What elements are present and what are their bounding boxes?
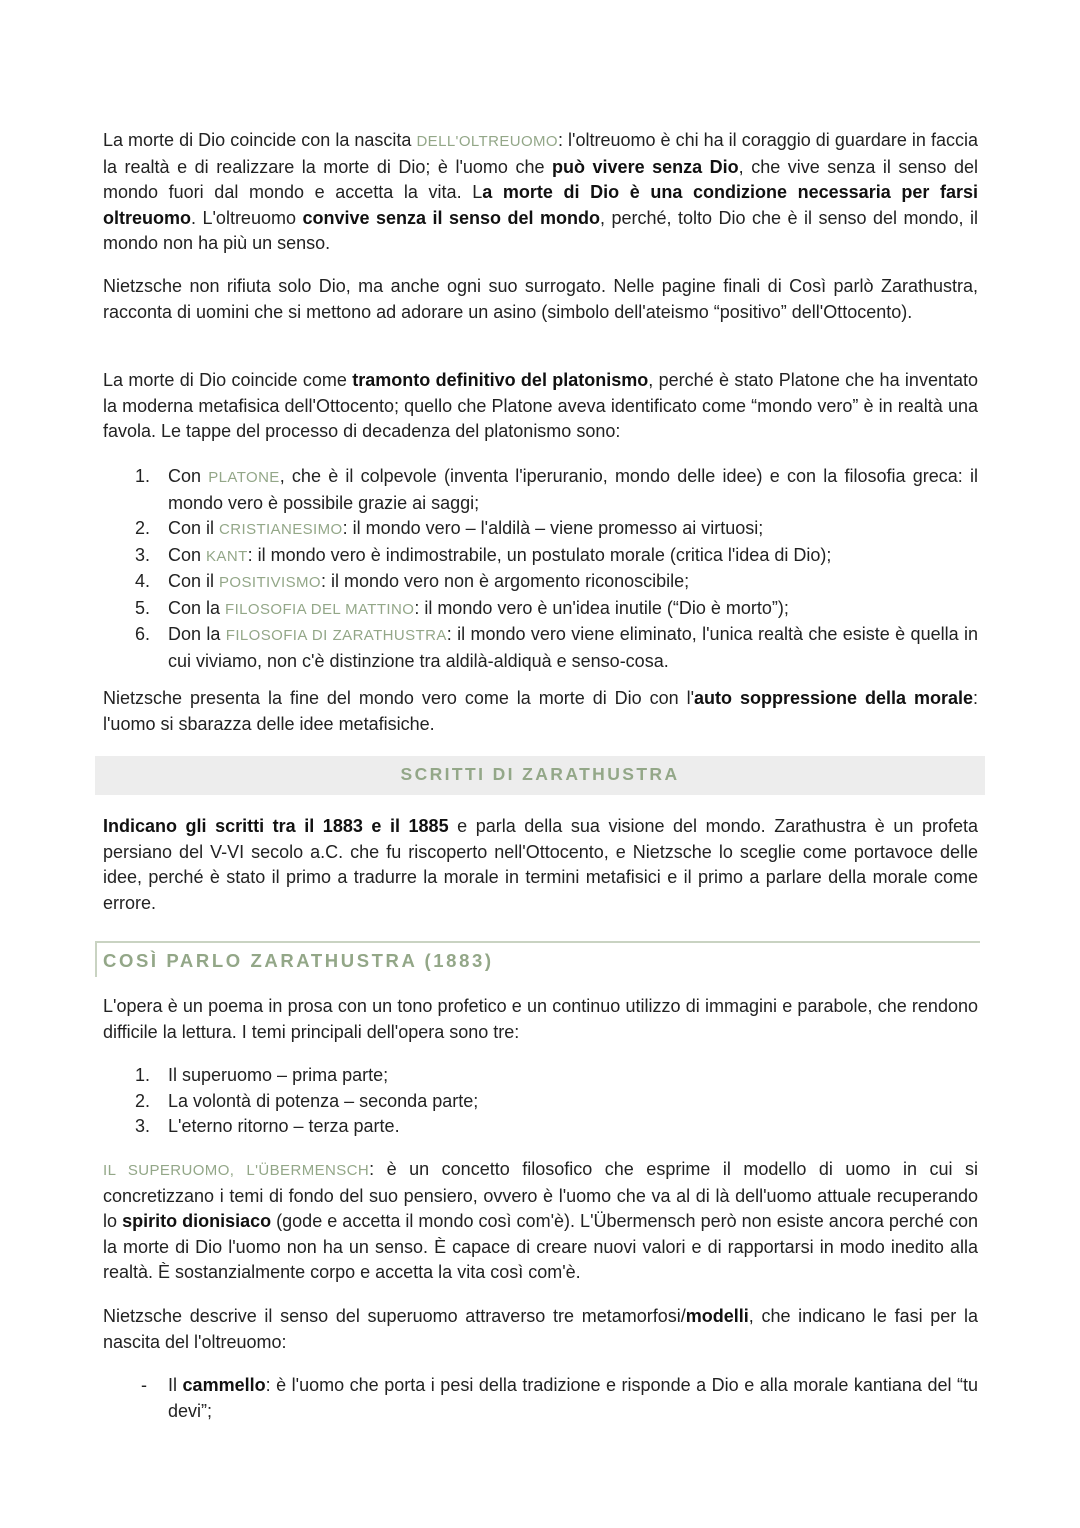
metamorphoses-list: [103, 1373, 978, 1424]
paragraph-opera: L'opera è un poema in prosa con un tono profetico e un continuo utilizzo di immagini e parabole, che rendono difficile la lettura. I temi principali dell'opera sono tre:: [103, 996, 978, 1042]
list-item: - Il cammello: è l'uomo che porta i pesi della tradizione e risponde a Dio e alla morale kantiana del “tu devi”;: [141, 1375, 978, 1421]
paragraph-auto-soppressione: Nietzsche presenta la fine del mondo vero come la morte di Dio con l'auto soppressione della morale: l'uomo si sbarazza delle idee metafisiche.: [103, 688, 978, 734]
themes-list: [103, 1063, 978, 1140]
highlight-term: DELL'OLTREUOMO: [416, 133, 558, 150]
list-item: 2. La volontà di potenza – seconda parte;: [135, 1090, 479, 1111]
paragraph-scritti: Indicano gli scritti tra il 1883 e il 1885 e parla della sua visione del mondo. Zarathustra è un profeta persiano del V-VI secolo a.C. che fu riscoperto nell'Ottocento, e Nietzsche lo sceglie come portavoce delle idee, perché è stato il primo a tradurre la morale in termini metafisici e il primo a parlare della morale come errore.: [103, 816, 978, 913]
section-title-cosi-parlo: COSÌ PARLO ZARATHUSTRA (1883): [103, 950, 494, 971]
list-item: 4. Con il POSITIVISMO: il mondo vero non è argomento riconoscibile;: [135, 571, 690, 591]
paragraph-platonismo: La morte di Dio coincide come tramonto definitivo del platonismo, perché è stato Platone che ha inventato la moderna metafisica dell'Ottocento; quello che Platone aveva identificato come “mondo vero” è in realtà una favola. Le tappe del processo di decadenza del platonismo sono:: [103, 370, 978, 441]
section-header-scritti: [95, 756, 985, 795]
list-item: 2. Con il CRISTIANESIMO: il mondo vero – l'aldilà – viene promesso ai virtuosi;: [135, 518, 764, 538]
paragraph-superuomo: IL SUPERUOMO, L'ÜBERMENSCH: è un concetto filosofico che esprime il modello di uomo in cui si concretizzano i temi di fondo del suo pensiero, ovvero è l'uomo che va al di là dell'uomo attuale recuperando lo spirito dionisiaco (gode e accetta il mondo così com'è). L'Übermensch però non esiste ancora perché con la morte di Dio l'uomo non ha un senso. È capace di creare nuovi valori e di rapportarsi in modo inedito alla realtà. È sostanzialmente corpo e accetta la vita così com'è.: [103, 1159, 978, 1282]
list-item: 1. Con PLATONE, che è il colpevole (inventa l'iperuranio, mondo delle idee) e con la filosofia greca: il mondo vero è possibile grazie ai saggi;: [135, 466, 978, 513]
list-item: 6. Don la FILOSOFIA DI ZARATHUSTRA: il mondo vero viene eliminato, l'unica realtà che esiste è quella in cui viviamo, non c'è distinzione tra aldilà-aldiquà e senso-cosa.: [135, 624, 978, 671]
list-item: 5. Con la FILOSOFIA DEL MATTINO: il mondo vero è un'idea inutile (“Dio è morto”);: [135, 597, 789, 618]
stages-list: [103, 464, 978, 674]
list-item: 3. Con KANT: il mondo vero è indimostrabile, un postulato morale (critica l'idea di Dio);: [135, 544, 832, 565]
list-item: 1. Il superuomo – prima parte;: [135, 1065, 389, 1085]
paragraph-oltreuomo: La morte di Dio coincide con la nascita DELL'OLTREUOMO: l'oltreuomo è chi ha il coraggio di guardare in faccia la realtà e di realizzare la morte di Dio; è l'uomo che può vivere senza Dio, che vive senza il senso del mondo fuori dal mondo e accetta la vita. La morte di Dio è una condizione necessaria per farsi oltreuomo. L'oltreuomo convive senza il senso del mondo, perché, tolto Dio che è il senso del mondo, il mondo non ha più un senso.: [103, 130, 978, 253]
paragraph-surrogati: Nietzsche non rifiuta solo Dio, ma anche ogni suo surrogato. Nelle pagine finali di Così parlò Zarathustra, racconta di uomini che si mettono ad adorare un asino (simbolo dell'ateismo “positivo” dell'Ottocento).: [103, 276, 978, 322]
list-item: 3. L'eterno ritorno – terza parte.: [135, 1116, 400, 1136]
section-rule: [95, 941, 980, 943]
section-title: SCRITTI DI ZARATHUSTRA: [400, 764, 680, 784]
paragraph-metamorfosi: Nietzsche descrive il senso del superuomo attraverso tre metamorfosi/modelli, che indicano le fasi per la nascita del l'oltreuomo:: [103, 1306, 978, 1352]
section-bar: [95, 941, 97, 977]
